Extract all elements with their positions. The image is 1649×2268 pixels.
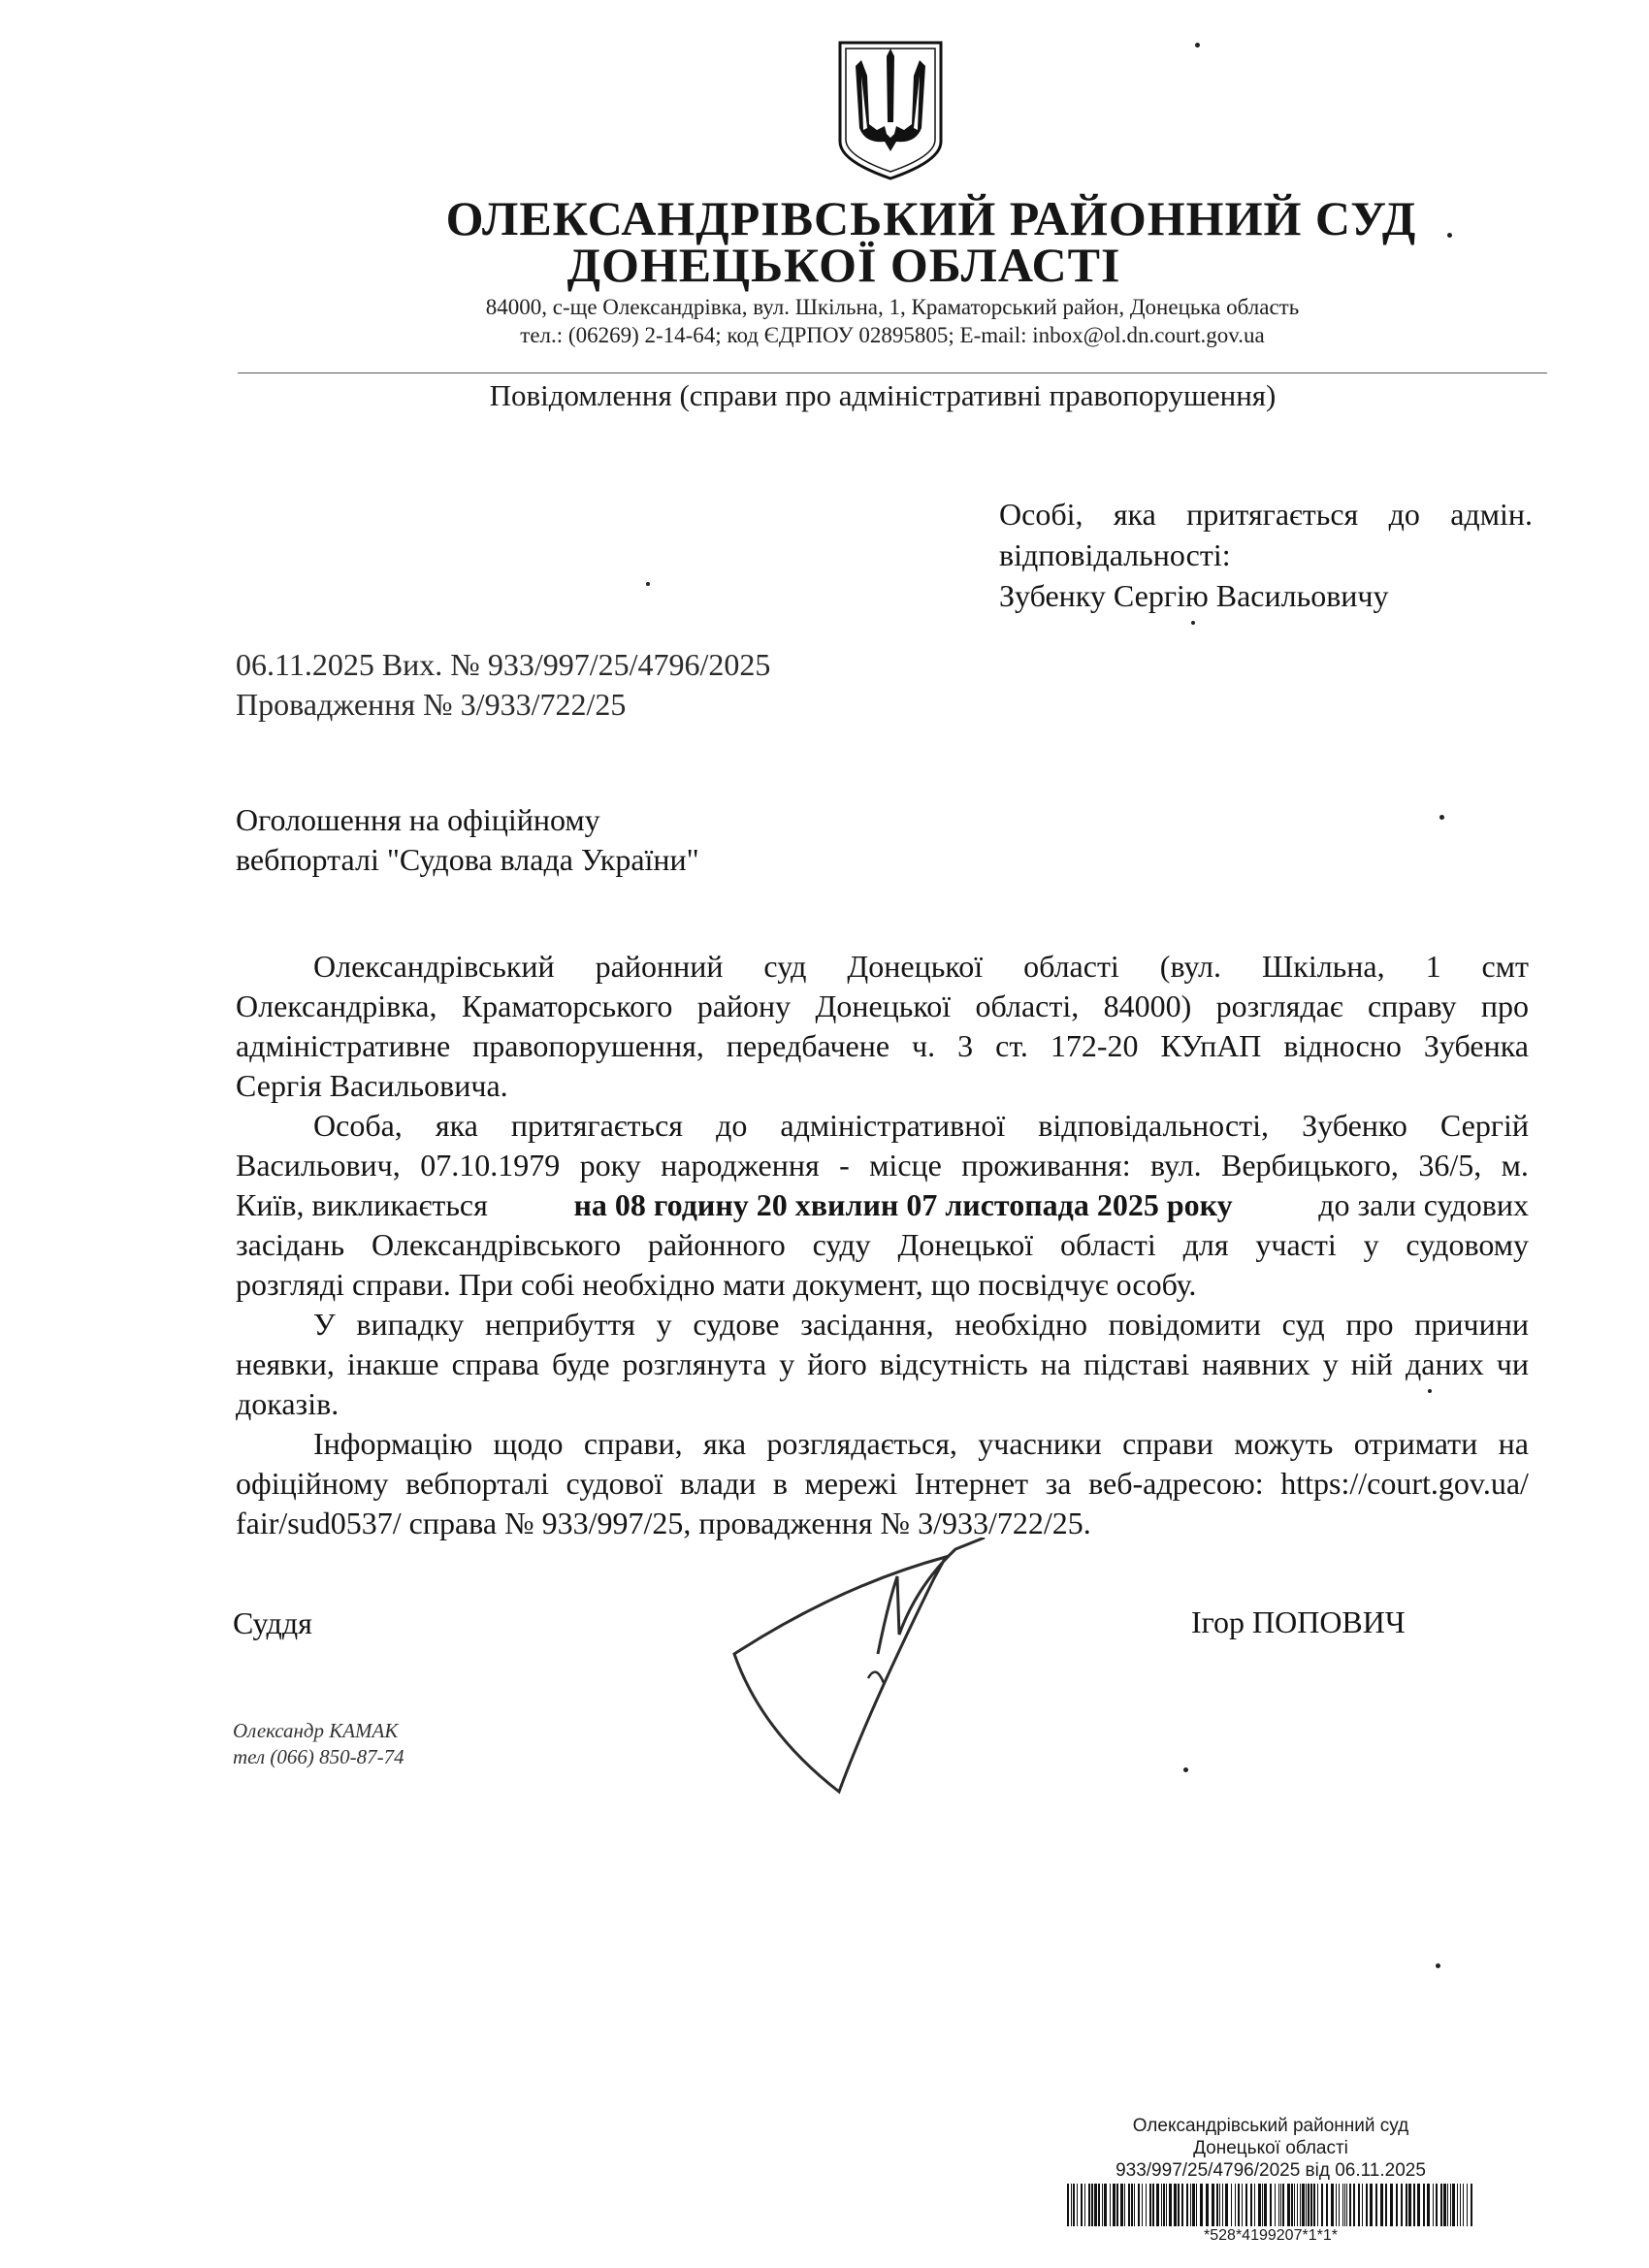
barcode-bar bbox=[1262, 2184, 1263, 2226]
barcode-bar bbox=[1163, 2184, 1165, 2226]
body-word: вул. bbox=[1150, 1148, 1202, 1183]
body-word: веб-адресою: bbox=[1088, 1466, 1264, 1501]
barcode-bar bbox=[1339, 2184, 1340, 2226]
scan-speck bbox=[1447, 233, 1452, 238]
barcode-bar bbox=[1362, 2184, 1363, 2226]
body-word: суд bbox=[763, 949, 807, 984]
barcode-icon bbox=[1067, 2184, 1474, 2226]
barcode-bar bbox=[1156, 2184, 1159, 2226]
body-word: 36/5, bbox=[1418, 1148, 1482, 1183]
body-word: Донецької bbox=[897, 1227, 1034, 1262]
body-word: Сергій bbox=[1439, 1108, 1529, 1143]
recipient-word: Особі, bbox=[999, 497, 1083, 532]
body-word: Зубенка bbox=[1423, 1028, 1529, 1063]
body-line bbox=[236, 1424, 1529, 1464]
body-word: відповідальності, bbox=[1038, 1108, 1270, 1143]
body-word: офіційному bbox=[236, 1466, 389, 1501]
barcode-bar bbox=[1463, 2184, 1464, 2226]
body-word: народження bbox=[661, 1148, 820, 1183]
barcode-bar bbox=[1222, 2184, 1223, 2226]
barcode-bar bbox=[1471, 2184, 1472, 2226]
barcode-bar bbox=[1128, 2184, 1130, 2226]
body-word: Олександрівського bbox=[371, 1227, 622, 1262]
recipient-word: притягається bbox=[1186, 497, 1359, 532]
body-word: справу bbox=[1367, 988, 1457, 1023]
body-word: 1 bbox=[1425, 949, 1441, 984]
body-word: адміністративне bbox=[236, 1028, 451, 1063]
barcode-bar bbox=[1440, 2184, 1442, 2226]
barcode-bar bbox=[1306, 2184, 1307, 2226]
recipient-line1 bbox=[999, 494, 1533, 535]
body-word: ст. bbox=[995, 1028, 1028, 1063]
body-line: Сергія Васильовича. bbox=[236, 1068, 508, 1103]
notice-body bbox=[236, 947, 1529, 1543]
barcode-bar bbox=[1071, 2184, 1072, 2226]
body-word: справа bbox=[451, 1346, 539, 1381]
barcode-bar bbox=[1212, 2184, 1214, 2226]
barcode-bar bbox=[1408, 2184, 1411, 2226]
body-word: передбачене bbox=[726, 1028, 890, 1063]
scan-speck bbox=[1191, 621, 1195, 625]
body-word: учасники bbox=[978, 1426, 1102, 1461]
barcode-bar bbox=[1138, 2184, 1140, 2226]
barcode-bar bbox=[1200, 2184, 1203, 2226]
scan-speck bbox=[1428, 1389, 1432, 1393]
body-word: влади bbox=[679, 1466, 757, 1501]
barcode-bar bbox=[1113, 2184, 1116, 2226]
handwritten-signature bbox=[723, 1538, 1043, 1819]
body-word: справи, bbox=[583, 1426, 683, 1461]
body-word: даних bbox=[1405, 1346, 1484, 1381]
body-word: суду bbox=[812, 1227, 871, 1262]
body-word: (вул. bbox=[1159, 949, 1222, 984]
body-word: яка bbox=[435, 1108, 478, 1143]
body-line bbox=[236, 1106, 1529, 1146]
barcode-bar bbox=[1342, 2184, 1343, 2226]
barcode-bar bbox=[1094, 2184, 1097, 2226]
barcode-bar bbox=[1297, 2184, 1298, 2226]
court-address: 84000, с-ще Олександрівка, вул. Шкільна, 1, Краматорський район, Донецька область bbox=[485, 295, 1300, 319]
body-word: вебпорталі bbox=[405, 1466, 549, 1501]
body-word: районний bbox=[595, 949, 724, 984]
body-word: 3 bbox=[957, 1028, 974, 1063]
barcode-bar bbox=[1104, 2184, 1107, 2226]
barcode-bar bbox=[1181, 2184, 1183, 2226]
barcode-bar bbox=[1300, 2184, 1301, 2226]
barcode-bar bbox=[1149, 2184, 1151, 2226]
barcode-bar bbox=[1336, 2184, 1337, 2226]
barcode-bar bbox=[1353, 2184, 1355, 2226]
recipient-line2: відповідальності: bbox=[999, 537, 1231, 572]
body-word: яка bbox=[703, 1426, 747, 1461]
body-word: https://court.gov.ua/ bbox=[1280, 1466, 1529, 1501]
barcode-bar bbox=[1282, 2184, 1284, 2226]
scan-speck bbox=[646, 582, 650, 586]
body-word: повідомити bbox=[1108, 1307, 1261, 1342]
registration-stamp bbox=[1067, 2115, 1474, 2245]
barcode-bar bbox=[1346, 2184, 1347, 2226]
barcode-bar bbox=[1331, 2184, 1334, 2226]
body-word: Інформацію bbox=[313, 1426, 473, 1461]
barcode-bar bbox=[1254, 2184, 1255, 2226]
barcode-bar bbox=[1235, 2184, 1236, 2226]
hearing-datetime: на 08 годину 20 хвилин 07 листопада 2025 року bbox=[573, 1187, 1233, 1222]
body-word: проживання: bbox=[961, 1148, 1131, 1183]
barcode-bar bbox=[1250, 2184, 1252, 2226]
body-word: випадку bbox=[356, 1307, 465, 1342]
body-word: місце bbox=[869, 1148, 942, 1183]
barcode-bar bbox=[1417, 2184, 1420, 2226]
body-line: доказів. bbox=[236, 1386, 340, 1421]
body-word: Олександрівський bbox=[313, 949, 555, 984]
body-word: за bbox=[1045, 1466, 1072, 1501]
barcode-bar bbox=[1231, 2184, 1232, 2226]
body-word: у bbox=[656, 1307, 672, 1342]
barcode-bar bbox=[1077, 2184, 1078, 2226]
body-word: Особа, bbox=[313, 1108, 403, 1143]
body-word: Васильович, bbox=[236, 1148, 401, 1183]
barcode-bar bbox=[1067, 2184, 1069, 2226]
barcode-bar bbox=[1225, 2184, 1228, 2226]
barcode-bar bbox=[1280, 2184, 1281, 2226]
court-name-line1: ОЛЕКСАНДРІВСЬКИЙ РАЙОННИЙ СУД bbox=[445, 191, 1417, 245]
body-word: розглянута bbox=[622, 1346, 767, 1381]
recipient-name: Зубенку Сергію Васильовичу bbox=[999, 578, 1389, 613]
barcode-bar bbox=[1196, 2184, 1197, 2226]
body-word: у bbox=[1322, 1346, 1339, 1381]
body-word: для bbox=[1182, 1227, 1229, 1262]
barcode-bar bbox=[1073, 2184, 1075, 2226]
body-word: засідання, bbox=[800, 1307, 934, 1342]
barcode-bar bbox=[1142, 2184, 1143, 2226]
barcode-bar bbox=[1370, 2184, 1373, 2226]
body-word: на bbox=[1040, 1346, 1072, 1381]
barcode-bar bbox=[1258, 2184, 1261, 2226]
barcode-bar bbox=[1390, 2184, 1393, 2226]
barcode-bar bbox=[1091, 2184, 1093, 2226]
barcode-bar bbox=[1131, 2184, 1133, 2226]
barcode-bar bbox=[1098, 2184, 1100, 2226]
body-word: адміністративної bbox=[780, 1108, 1006, 1143]
stamp-doc-number: 933/997/25/4796/2025 від 06.11.2025 bbox=[1116, 2160, 1426, 2181]
body-word: 172-20 bbox=[1050, 1028, 1139, 1063]
body-word: смт bbox=[1481, 949, 1529, 984]
recipient-word: адмін. bbox=[1450, 497, 1533, 532]
barcode-bar bbox=[1166, 2184, 1167, 2226]
body-word: Вербицького, bbox=[1221, 1148, 1399, 1183]
barcode-bar bbox=[1467, 2184, 1468, 2226]
body-line bbox=[236, 1185, 1529, 1225]
body-line bbox=[236, 947, 1529, 987]
body-word: на bbox=[1498, 1426, 1529, 1461]
barcode-bar bbox=[1423, 2184, 1425, 2226]
barcode-bar bbox=[1447, 2184, 1448, 2226]
barcode-bar bbox=[1436, 2184, 1438, 2226]
body-word: необхідно bbox=[954, 1307, 1087, 1342]
body-line bbox=[236, 1225, 1529, 1265]
body-word: Донецької bbox=[815, 988, 952, 1023]
body-word: судове bbox=[693, 1307, 780, 1342]
body-word: про bbox=[1345, 1307, 1394, 1342]
barcode-bar bbox=[1326, 2184, 1328, 2226]
body-word: наявних bbox=[1202, 1346, 1310, 1381]
barcode-bar bbox=[1110, 2184, 1111, 2226]
stamp-court-line2: Донецької області bbox=[1193, 2138, 1348, 2158]
body-word: причини bbox=[1414, 1307, 1529, 1342]
executor-phone: тел (066) 850-87-74 bbox=[233, 1745, 404, 1768]
barcode-bar bbox=[1287, 2184, 1290, 2226]
barcode-bar bbox=[1375, 2184, 1377, 2226]
barcode-bar bbox=[1178, 2184, 1180, 2226]
barcode-bar bbox=[1457, 2184, 1458, 2226]
barcode-bar bbox=[1310, 2184, 1312, 2226]
body-line: fair/sud0537/ справа № 933/997/25, провадження № 3/933/722/25. bbox=[236, 1506, 1091, 1540]
barcode-bar bbox=[1219, 2184, 1220, 2226]
body-word: судовому bbox=[1406, 1227, 1529, 1262]
body-word: 07.10.1979 bbox=[420, 1148, 561, 1183]
body-word: у bbox=[1363, 1227, 1379, 1262]
body-word: - bbox=[839, 1148, 850, 1183]
barcode-bar bbox=[1401, 2184, 1403, 2226]
barcode-bar bbox=[1174, 2184, 1177, 2226]
body-word: можуть bbox=[1234, 1426, 1334, 1461]
announcement-line2: вебпорталі "Судова влада України" bbox=[236, 842, 699, 877]
body-word: області bbox=[1060, 1227, 1156, 1262]
outgoing-number: 06.11.2025 Вих. № 933/997/25/4796/2025 bbox=[236, 647, 771, 682]
body-line: розгляді справи. При собі необхідно мати документ, що посвідчує особу. bbox=[236, 1267, 1197, 1302]
body-word: підставі bbox=[1083, 1346, 1190, 1381]
barcode-bar bbox=[1190, 2184, 1191, 2226]
barcode-bar bbox=[1413, 2184, 1415, 2226]
coat-of-arms-icon bbox=[832, 37, 949, 182]
barcode-bar bbox=[1216, 2184, 1218, 2226]
body-word: отримати bbox=[1353, 1426, 1478, 1461]
barcode-bar bbox=[1427, 2184, 1430, 2226]
body-line bbox=[236, 1305, 1529, 1345]
barcode-bar bbox=[1088, 2184, 1090, 2226]
body-line bbox=[236, 1345, 1529, 1384]
barcode-bar bbox=[1308, 2184, 1310, 2226]
body-word: засідань bbox=[236, 1227, 345, 1262]
body-word: області, bbox=[975, 988, 1080, 1023]
barcode-bar bbox=[1238, 2184, 1240, 2226]
body-word: відсутність bbox=[879, 1346, 1028, 1381]
barcode-bar bbox=[1291, 2184, 1293, 2226]
body-word: Олександрівка, bbox=[236, 988, 437, 1023]
body-word: мережі bbox=[804, 1466, 898, 1501]
scan-speck bbox=[1436, 1963, 1440, 1968]
barcode-bar bbox=[1270, 2184, 1272, 2226]
scan-speck bbox=[1183, 1767, 1188, 1772]
body-word: районного bbox=[647, 1227, 786, 1262]
barcode-bar bbox=[1443, 2184, 1446, 2226]
barcode-text: *528*4199207*1*1* bbox=[1204, 2227, 1338, 2244]
body-word: м. bbox=[1501, 1148, 1529, 1183]
reference-block bbox=[236, 645, 770, 725]
barcode-bar bbox=[1349, 2184, 1351, 2226]
executor-name: Олександр КАМАК bbox=[233, 1719, 399, 1742]
body-word: 84000) bbox=[1103, 988, 1192, 1023]
barcode-bar bbox=[1452, 2184, 1455, 2226]
barcode-bar bbox=[1450, 2184, 1451, 2226]
body-word: правопорушення, bbox=[472, 1028, 704, 1063]
recipient-block bbox=[999, 494, 1533, 616]
body-line bbox=[236, 1026, 1529, 1066]
barcode-bar bbox=[1134, 2184, 1135, 2226]
court-name-line2: ДОНЕЦЬКОЇ ОБЛАСТІ bbox=[566, 238, 1121, 292]
body-line bbox=[236, 1464, 1529, 1504]
barcode-bar bbox=[1275, 2184, 1276, 2226]
body-word: про bbox=[1480, 988, 1529, 1023]
judge-position: Суддя bbox=[233, 1605, 312, 1640]
barcode-bar bbox=[1278, 2184, 1279, 2226]
barcode-bar bbox=[1313, 2184, 1315, 2226]
barcode-bar bbox=[1396, 2184, 1398, 2226]
barcode-bar bbox=[1084, 2184, 1085, 2226]
court-contacts: тел.: (06269) 2-14-64; код ЄДРПОУ 02895805; E-mail: inbox@ol.dn.court.gov.ua bbox=[520, 323, 1265, 347]
announcement-block bbox=[236, 800, 699, 880]
body-word: Інтернет bbox=[914, 1466, 1029, 1501]
recipient-word: яка bbox=[1113, 497, 1156, 532]
barcode-bar bbox=[1344, 2184, 1345, 2226]
barcode-bar bbox=[1161, 2184, 1162, 2226]
body-word: ч. bbox=[912, 1028, 936, 1063]
barcode-bar bbox=[1169, 2184, 1172, 2226]
stamp-court-line1: Олександрівський районний суд bbox=[1132, 2116, 1409, 2136]
barcode-bar bbox=[1302, 2184, 1305, 2226]
barcode-bar bbox=[1124, 2184, 1125, 2226]
notice-type: Повідомлення (справи про адміністративні правопорушення) bbox=[489, 378, 1277, 412]
body-word: інакше bbox=[346, 1346, 439, 1381]
body-line bbox=[236, 1146, 1529, 1185]
barcode-bar bbox=[1245, 2184, 1247, 2226]
body-word: Краматорського bbox=[461, 988, 673, 1023]
barcode-bar bbox=[1460, 2184, 1461, 2226]
body-line bbox=[236, 987, 1529, 1026]
barcode-bar bbox=[1206, 2184, 1209, 2226]
body-word: У bbox=[313, 1307, 336, 1342]
body-word: неприбуття bbox=[485, 1307, 635, 1342]
body-word: судової bbox=[566, 1466, 663, 1501]
judge-name: Ігор ПОПОВИЧ bbox=[1191, 1604, 1406, 1639]
body-word: Зубенко bbox=[1302, 1108, 1407, 1143]
announcement-line1: Оголошення на офіційному bbox=[236, 802, 600, 837]
body-word: Донецької bbox=[847, 949, 984, 984]
barcode-bar bbox=[1358, 2184, 1360, 2226]
body-segment: Київ, викликається bbox=[236, 1187, 488, 1222]
body-word: неявки, bbox=[236, 1346, 335, 1381]
body-word: справи bbox=[1122, 1426, 1213, 1461]
barcode-bar bbox=[1317, 2184, 1318, 2226]
barcode-bar bbox=[1116, 2184, 1118, 2226]
barcode-bar bbox=[1146, 2184, 1147, 2226]
body-word: у bbox=[779, 1346, 795, 1381]
barcode-bar bbox=[1366, 2184, 1368, 2226]
body-word: буде bbox=[552, 1346, 610, 1381]
body-word: щодо bbox=[493, 1426, 564, 1461]
body-word: розглядається, bbox=[766, 1426, 957, 1461]
body-word: його bbox=[807, 1346, 867, 1381]
recipient-word: до bbox=[1388, 497, 1420, 532]
barcode-bar bbox=[1264, 2184, 1267, 2226]
proceeding-number: Провадження № 3/933/722/25 bbox=[236, 687, 627, 722]
body-word: до bbox=[716, 1108, 748, 1143]
scan-speck bbox=[1439, 815, 1444, 820]
scan-speck bbox=[1195, 43, 1200, 48]
barcode-bar bbox=[1120, 2184, 1123, 2226]
body-word: відносно bbox=[1283, 1028, 1402, 1063]
body-word: розглядає bbox=[1215, 988, 1343, 1023]
barcode-bar bbox=[1433, 2184, 1434, 2226]
body-word: року bbox=[579, 1148, 641, 1183]
body-word: чи bbox=[1496, 1346, 1529, 1381]
body-word: ній bbox=[1350, 1346, 1393, 1381]
barcode-bar bbox=[1294, 2184, 1295, 2226]
barcode-bar bbox=[1102, 2184, 1103, 2226]
body-segment: до зали судових bbox=[1318, 1187, 1529, 1222]
barcode-bar bbox=[1152, 2184, 1154, 2226]
barcode-bar bbox=[1406, 2184, 1407, 2226]
barcode-bar bbox=[1321, 2184, 1323, 2226]
body-word: Шкільна, bbox=[1261, 949, 1385, 984]
body-word: участі bbox=[1255, 1227, 1337, 1262]
body-word: району bbox=[696, 988, 792, 1023]
barcode-bar bbox=[1380, 2184, 1383, 2226]
body-word: суд bbox=[1281, 1307, 1325, 1342]
body-word: області bbox=[1023, 949, 1119, 984]
barcode-bar bbox=[1242, 2184, 1243, 2226]
body-word: притягається bbox=[510, 1108, 683, 1143]
barcode-bar bbox=[1385, 2184, 1387, 2226]
barcode-bar bbox=[1186, 2184, 1188, 2226]
body-word: КУпАП bbox=[1160, 1028, 1262, 1063]
body-word: в bbox=[772, 1466, 788, 1501]
barcode-bar bbox=[1192, 2184, 1195, 2226]
barcode-bar bbox=[1081, 2184, 1083, 2226]
